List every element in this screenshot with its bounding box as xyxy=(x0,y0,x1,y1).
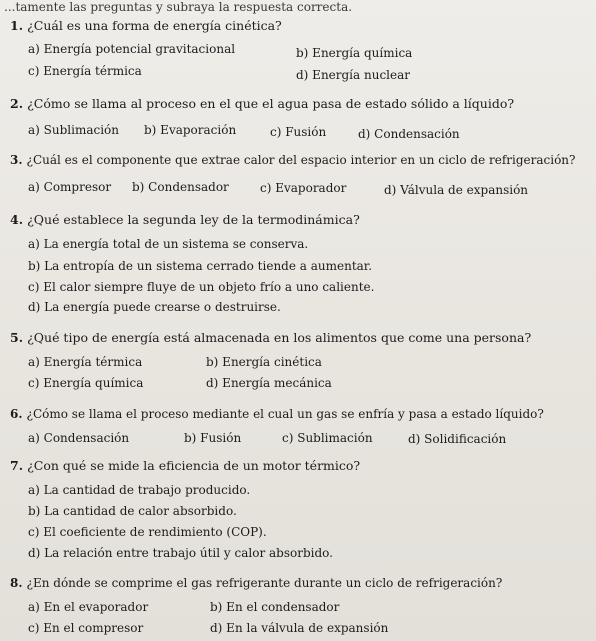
question-6 xyxy=(10,407,586,421)
option-4d[interactable]: d) La energía puede crearse o destruirse. xyxy=(28,300,281,314)
option-7d[interactable]: d) La relación entre trabajo útil y calor absorbido. xyxy=(28,546,333,560)
option-3a[interactable]: a) Compresor xyxy=(28,180,112,194)
option-4a[interactable]: a) La energía total de un sistema se conserva. xyxy=(28,237,309,251)
option-1a[interactable]: a) Energía potencial gravitacional xyxy=(28,42,236,56)
question-stem xyxy=(10,153,586,167)
option-5b[interactable]: b) Energía cinética xyxy=(206,355,322,369)
option-6c[interactable]: c) Sublimación xyxy=(282,431,373,445)
question-number: 6. xyxy=(10,407,23,421)
question-text: ¿Cuál es una forma de energía cinética? xyxy=(27,18,282,33)
option-2c[interactable]: c) Fusión xyxy=(270,125,327,139)
option-5a[interactable]: a) Energía térmica xyxy=(28,355,143,369)
question-number: 1. xyxy=(10,18,24,33)
option-2b[interactable]: b) Evaporación xyxy=(144,123,237,137)
question-text: ¿Cómo se llama el proceso mediante el cual un gas se enfría y pasa a estado líquido? xyxy=(26,407,544,421)
option-7b[interactable]: b) La cantidad de calor absorbido. xyxy=(28,504,237,518)
question-text: ¿En dónde se comprime el gas refrigerante durante un ciclo de refrigeración? xyxy=(26,576,503,590)
option-2d[interactable]: d) Condensación xyxy=(358,127,460,141)
question-2 xyxy=(10,96,586,111)
question-number: 5. xyxy=(10,330,24,345)
question-stem xyxy=(10,330,586,345)
option-8d[interactable]: d) En la válvula de expansión xyxy=(210,621,389,635)
question-7 xyxy=(10,458,586,473)
option-4b[interactable]: b) La entropía de un sistema cerrado tiende a aumentar. xyxy=(28,259,373,273)
option-6d[interactable]: d) Solidificación xyxy=(408,432,507,446)
instructions-text: ...tamente las preguntas y subraya la respuesta correcta. xyxy=(4,0,353,14)
option-5c[interactable]: c) Energía química xyxy=(28,376,144,390)
question-stem xyxy=(10,458,586,473)
option-3d[interactable]: d) Válvula de expansión xyxy=(384,183,529,197)
option-8a[interactable]: a) En el evaporador xyxy=(28,600,149,614)
question-number: 8. xyxy=(10,576,23,590)
option-6a[interactable]: a) Condensación xyxy=(28,431,130,445)
option-8c[interactable]: c) En el compresor xyxy=(28,621,144,635)
question-stem xyxy=(10,407,586,421)
option-7a[interactable]: a) La cantidad de trabajo producido. xyxy=(28,483,251,497)
question-number: 7. xyxy=(10,458,24,473)
question-number: 4. xyxy=(10,212,24,227)
option-4c[interactable]: c) El calor siempre fluye de un objeto frío a uno caliente. xyxy=(28,280,375,294)
question-3 xyxy=(10,153,586,167)
option-8b[interactable]: b) En el condensador xyxy=(210,600,340,614)
option-1c[interactable]: c) Energía térmica xyxy=(28,64,142,78)
question-text: ¿Cuál es el componente que extrae calor del espacio interior en un ciclo de refrigeración? xyxy=(26,153,576,167)
question-text: ¿Con qué se mide la eficiencia de un motor térmico? xyxy=(27,458,361,473)
option-5d[interactable]: d) Energía mecánica xyxy=(206,376,332,390)
question-1 xyxy=(10,18,586,33)
question-text: ¿Qué establece la segunda ley de la termodinámica? xyxy=(27,212,360,227)
question-text: ¿Qué tipo de energía está almacenada en los alimentos que come una persona? xyxy=(27,330,532,345)
question-stem xyxy=(10,96,586,111)
option-2a[interactable]: a) Sublimación xyxy=(28,123,120,137)
question-number: 3. xyxy=(10,153,23,167)
option-7c[interactable]: c) El coeficiente de rendimiento (COP). xyxy=(28,525,267,539)
option-1d[interactable]: d) Energía nuclear xyxy=(296,68,410,82)
question-number: 2. xyxy=(10,96,24,111)
option-6b[interactable]: b) Fusión xyxy=(184,431,242,445)
option-3c[interactable]: c) Evaporador xyxy=(260,181,347,195)
question-stem xyxy=(10,18,586,33)
question-stem xyxy=(10,212,586,227)
question-stem xyxy=(10,576,586,590)
question-5 xyxy=(10,330,586,345)
option-1b[interactable]: b) Energía química xyxy=(296,46,413,60)
option-3b[interactable]: b) Condensador xyxy=(132,180,229,194)
question-text: ¿Cómo se llama al proceso en el que el agua pasa de estado sólido a líquido? xyxy=(27,96,515,111)
question-8 xyxy=(10,576,586,590)
question-4 xyxy=(10,212,586,227)
